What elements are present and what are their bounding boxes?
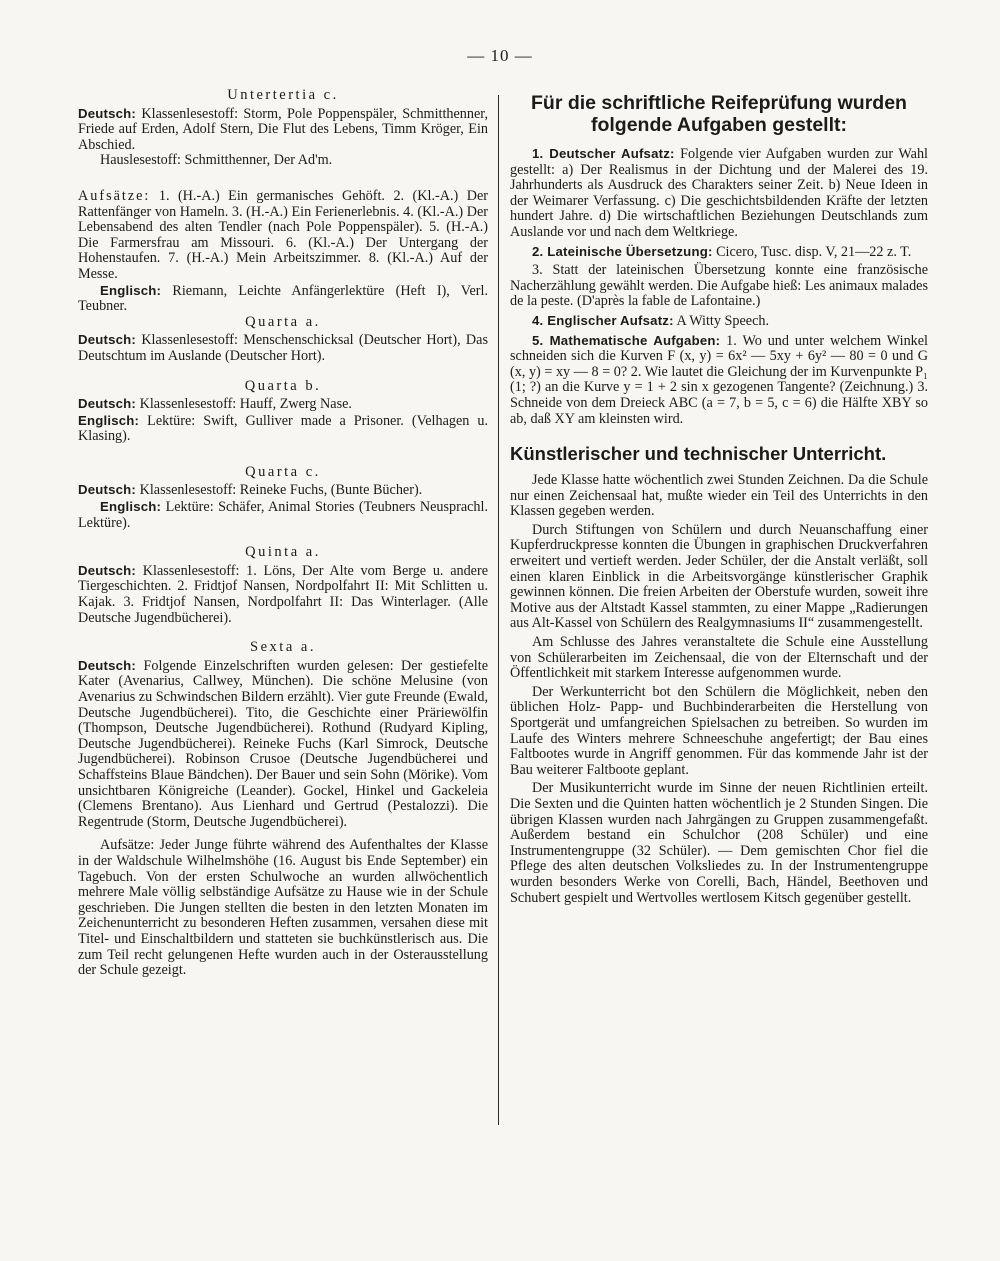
item-text: 3. Statt der lateinischen Übersetzung konnte eine französische Nacherzählung gewählt werden. Die Aufgabe hieß: Les animaux malades de la peste. (D'après la fable de Lafontaine.) xyxy=(510,262,928,310)
item-label: 1. Deutscher Aufsatz: xyxy=(532,146,675,161)
reife-item xyxy=(510,146,928,241)
kunst-paragraph: Am Schlusse des Jahres veranstaltete die Schule eine Ausstellung von Schülerarbeiten im Zeichensaal, die von der Elternschaft und der Öffentlichkeit mit starkem Interesse aufgenommen wurde. xyxy=(510,634,928,682)
reife-item xyxy=(510,333,928,428)
reife-item xyxy=(510,263,928,310)
subject-text: Aufsätze: Jeder Junge führte während des Aufenthaltes der Klasse in der Waldschule Wilhelmshöhe (16. August bis Ende September) ein Tagebuch. Von der ersten Schulwoche an wurden allwöchentlich mehrere Male völlig selbständige Aufsätze zu Hause wie in der Schule geschrieben. Die Jungen stellten die besten in den letzten Monaten im Zeichenunterricht zu besonderen Heften zusammen, versahen diese mit Titel- und Einschaltbildern und statteten sie buchkünstlerisch aus. Die zum Teil recht gelungenen Hefte wurden auch in der Osterausstellung der Schule gezeigt. xyxy=(78,837,488,979)
item-text: 1. Wo und unter welchem Winkel schneiden sich die Kurven F (x, y) = 6x² — 5xy + 6y² — 80 = 0 und G (x, y) = xy — 8 = 0? 2. Wie lautet die Gleichung der im Kurvenpunkte P₁ (1; ?) an die Kurve y = 1 + 2 sin x gezogenen Tangente? (Zeichnung.) 3. Schneide von dem Dreieck ABC (a = 7, b = 5, c = 6) die Hälfte XBY so ab, daß XY am kleinsten wird. xyxy=(510,332,928,427)
class-heading-quinta-a: Quinta a. xyxy=(245,544,321,561)
class-heading-sexta-a: Sexta a. xyxy=(250,639,316,656)
quarta-c-englisch xyxy=(78,499,488,531)
subject-label: Englisch: xyxy=(100,282,162,298)
page-number: — 10 — xyxy=(467,46,533,65)
subject-label: Aufsätze: xyxy=(78,187,151,204)
class-heading-quarta-c: Quarta c. xyxy=(245,463,321,480)
class-heading-quarta-b: Quarta b. xyxy=(244,377,322,394)
quarta-c-deutsch xyxy=(78,482,488,499)
right-column xyxy=(510,88,928,1161)
untertertia-aufsaetze xyxy=(78,189,488,283)
subject-text: Folgende Einzelschriften wurden gelesen: Der gestiefelte Kater (Avenarius, Callwey, München). Die schöne Melusine (von Avenarius zu Schwindschen Bildern erzählt). Vier gute Freunde (Ewald, Deutsche Jugendbücherei). Tito, die Geschichte einer Präriewölfin (Thompson, Deutsche Jugendbücherei). Rothund (Rudyard Kipling, Deutsche Jugendbücherei). Reineke Fuchs (Karl Simrock, Deutsche Jugendbücherei). Robinson Crusoe (Deutsche Jugendbücherei und Schaffsteins Blaue Bändchen). Der Bauer und sein Sohn (Mörike). Vom unsichtbaren Königreiche (Leander). Gockel, Hinkel und Gackeleia (Clemens Brentano). Aus Lienhard und Gertrud (Pestalozzi). Die Regentrude (Storm, Deutsche Jugendbücherei). xyxy=(78,657,488,830)
subject-label: Deutsch: xyxy=(78,105,137,121)
subject-label: Englisch: xyxy=(100,499,162,515)
subject-text: Klassenlesestoff: Reineke Fuchs, (Bunte Bücher). xyxy=(139,482,423,499)
subject-text: Lektüre: Swift, Gulliver made a Prisoner. (Velhagen u. Klasing). xyxy=(78,412,488,445)
kunst-paragraph: Der Werkunterricht bot den Schülern die Möglichkeit, neben den üblichen Holz- Papp- und Buchbinderarbeiten die Herstellung von Sportgerät und umfangreichen Spielsachen zu betreiben. So wurden im Laufe des Winters mehrere Schneeschuhe angefertigt; der Bau eines Faltbootes wurde in Angriff genommen. Für das kommende Jahr ist der Bau weiterer Faltboote geplant. xyxy=(510,683,928,778)
quinta-a-deutsch xyxy=(78,563,488,626)
item-text: A Witty Speech. xyxy=(676,312,770,329)
subject-text: Klassenlesestoff: 1. Löns, Der Alte vom Berge u. andere Tiergeschichten. 2. Fridtjof Nansen, Nordpolfahrt II: Mit Schlitten u. Kajak. 3. Fridtjof Nansen, Nordpolfahrt II: Das Winterlager. (Alle Deutsche Jugendbücherei). xyxy=(78,562,488,626)
untertertia-deutsch xyxy=(78,106,488,154)
quarta-b-deutsch xyxy=(78,396,488,413)
section-title-reifepruefung: Für die schriftliche Reifeprüfung wurden folgende Aufgaben gestellt: xyxy=(531,92,907,136)
item-text: Cicero, Tusc. disp. V, 21—22 z. T. xyxy=(716,243,912,260)
kunst-paragraph: Der Musikunterricht wurde im Sinne der neuen Richtlinien erteilt. Die Sexten und die Quinten hatten wöchentlich je 2 Stunden Singen. Die übrigen Klassen wurden nach Jahrgängen zu Gruppen zusammengefaßt. Außerdem bestand ein Schulchor (208 Schüler) und eine Instrumentengruppe (32 Schüler). — Dem gemischten Chor fiel die Pflege des alten deutschen Volksliedes zu. In der Instrumentengruppe wurden besonders Werke von Corelli, Bach, Händel, Beethoven und Schubert gespielt und Wertvolles wertlosem Kitsch gegenüber gestellt. xyxy=(510,780,928,906)
kunst-paragraph: Durch Stiftungen von Schülern und durch Neuanschaffung einer Kupferdruckpresse konnten die Übungen in graphischen Druckverfahren erweitert und vertieft werden. Jeder Schüler, der die Anstalt verläßt, soll einen klaren Einblick in die Arbeitsvorgänge künstlerischer Graphik gewinnen können. Die freien Arbeiten der Oberstufe wurden, soweit ihre Motive aus der Altstadt Kassel stammten, zu einer Mappe „Radierungen aus Alt-Kassel von Schülern des Realgymnasiums II“ zusammengestellt. xyxy=(510,521,928,632)
untertertia-englisch xyxy=(78,283,488,315)
item-text: Folgende vier Aufgaben wurden zur Wahl gestellt: a) Der Realismus in der Dichtung und der Malerei des 19. Jahrhunderts als Ausdruck des Charakters seiner Zeit. b) Neue Ideen in der Weimarer Verfassung. c) Die geschichtsbildenden Kräfte der letzten hundert Jahre. d) Die wirtschaftlichen Beziehungen Deutschlands zum Auslande vor und nach dem Weltkriege. xyxy=(510,146,928,240)
item-label: 4. Englischer Aufsatz: xyxy=(532,312,674,328)
section-title-kunst: Künstlerischer und technischer Unterricht. xyxy=(510,443,887,465)
sexta-a-deutsch xyxy=(78,658,488,831)
subject-label: Deutsch: xyxy=(78,657,137,673)
subject-label: Deutsch: xyxy=(78,482,137,498)
subject-label: Englisch: xyxy=(78,412,140,428)
subject-text: Hauslesestoff: Schmitthenner, Der Ad'm. xyxy=(100,152,333,169)
subject-label: Deutsch: xyxy=(78,332,137,348)
subject-text: Klassenlesestoff: Hauff, Zwerg Nase. xyxy=(139,396,352,413)
quarta-a-deutsch xyxy=(78,332,488,364)
untertertia-hauslese xyxy=(78,153,488,169)
item-label: 5. Mathematische Aufgaben: xyxy=(532,332,721,348)
reife-item xyxy=(510,313,928,330)
class-heading-quarta-a: Quarta a. xyxy=(245,313,321,330)
subject-label: Deutsch: xyxy=(78,562,137,578)
sexta-a-aufsaetze xyxy=(78,838,488,978)
kunst-paragraph: Jede Klasse hatte wöchentlich zwei Stunden Zeichnen. Da die Schule nur einen Zeichensaal hat, mußte wieder ein Teil des Unterrichts in den Klassen gegeben werden. xyxy=(510,472,928,520)
column-divider xyxy=(498,95,499,1125)
reife-item xyxy=(510,244,928,261)
subject-text: 1. (H.-A.) Ein germanisches Gehöft. 2. (Kl.-A.) Der Rattenfänger von Hameln. 3. (H.-A.) Ein Ferienerlebnis. 4. (Kl.-A.) Der Lebensabend des alten Tendler (nach Pole Poppenspäler). 5. (H.-A.) Die Farmersfrau am Missouri. 6. (Kl.-A.) Der Untergang der Hohenstaufen. 7. (H.-A.) Mein Arbeitszimmer. 8. (Kl.-A.) Auf der Messe. xyxy=(78,187,488,282)
subject-text: Klassenlesestoff: Menschenschicksal (Deutscher Hort), Das Deutschtum im Auslande (Deutscher Hort). xyxy=(78,332,488,364)
quarta-b-englisch xyxy=(78,413,488,445)
subject-text: Lektüre: Schäfer, Animal Stories (Teubners Neusprachl. Lektüre). xyxy=(78,499,488,531)
subject-text: Riemann, Leichte Anfängerlektüre (Heft I), Verl. Teubner. xyxy=(78,282,488,315)
left-column xyxy=(78,88,488,1161)
subject-label: Deutsch: xyxy=(78,396,137,412)
class-heading-untertertia: Untertertia c. xyxy=(227,88,339,103)
item-label: 2. Lateinische Übersetzung: xyxy=(532,243,713,259)
subject-text: Klassenlesestoff: Storm, Pole Poppenspäler, Schmitthenner, Friede auf Erden, Adolf Stern, Die Flut des Lebens, Timm Kröger, Ein Abschied. xyxy=(78,105,488,153)
